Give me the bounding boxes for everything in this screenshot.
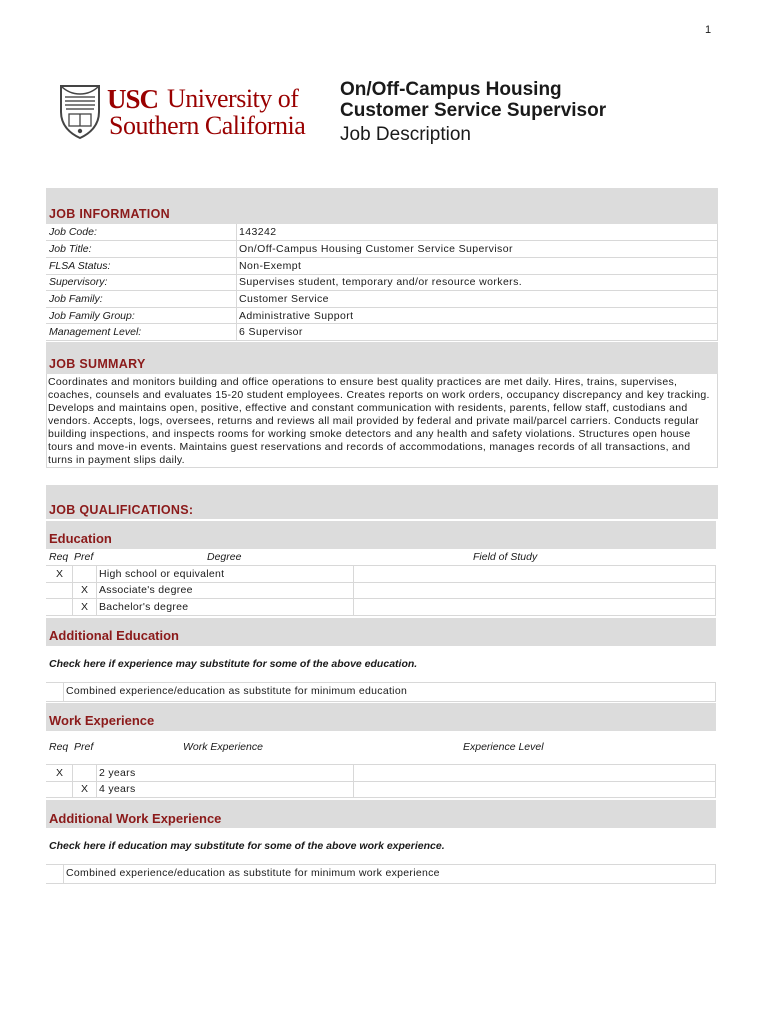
- work-row2-experience: 4 years: [99, 783, 136, 795]
- logo-usc-text: USC: [107, 84, 159, 114]
- education-substitute-option: Combined experience/education as substitute for minimum education: [66, 685, 408, 697]
- job-family-group-label: Job Family Group:: [49, 310, 135, 322]
- education-heading: Education: [49, 531, 112, 546]
- supervisory-value: Supervises student, temporary and/or resource workers.: [239, 276, 523, 288]
- flsa-status-label: FLSA Status:: [49, 260, 111, 272]
- work-req-header: Req: [49, 741, 69, 753]
- work-pref-header: Pref: [74, 741, 94, 753]
- education-row2-degree: Associate's degree: [99, 584, 193, 596]
- logo-university-text: University of: [167, 84, 299, 113]
- education-row3-degree: Bachelor's degree: [99, 601, 189, 613]
- job-family-group-value: Administrative Support: [239, 310, 354, 322]
- work-experience-header: Work Experience: [183, 741, 263, 753]
- job-summary-bar: [46, 342, 718, 374]
- education-row1-degree: High school or equivalent: [99, 568, 225, 580]
- education-req-header: Req: [49, 551, 69, 563]
- education-row3-pref: X: [81, 601, 89, 613]
- logo-southern-california-text: Southern California: [109, 111, 306, 140]
- work-row1-experience: 2 years: [99, 767, 136, 779]
- work-substitute-option: Combined experience/education as substitute for minimum work experience: [66, 867, 440, 879]
- education-row1-req: X: [56, 568, 64, 580]
- education-pref-header: Pref: [74, 551, 94, 563]
- supervisory-label: Supervisory:: [49, 276, 108, 288]
- usc-logo: [57, 82, 327, 140]
- usc-seal-icon: [57, 82, 103, 140]
- management-level-label: Management Level:: [49, 326, 142, 338]
- job-title-line2: Customer Service Supervisor: [340, 100, 607, 121]
- work-substitute-checkbox[interactable]: [46, 865, 63, 883]
- work-experience-heading: Work Experience: [49, 713, 155, 728]
- management-level-value: 6 Supervisor: [239, 326, 303, 338]
- job-family-value: Customer Service: [239, 293, 329, 305]
- education-row2-pref: X: [81, 584, 89, 596]
- flsa-status-value: Non-Exempt: [239, 260, 302, 272]
- job-description-subtitle: Job Description: [340, 124, 471, 145]
- education-substitute-check-text: Check here if experience may substitute for some of the above education.: [49, 658, 418, 670]
- job-title-label: Job Title:: [49, 243, 92, 255]
- job-code-value: 143242: [239, 226, 277, 238]
- page-number: 1: [705, 24, 712, 36]
- work-row2-pref: X: [81, 783, 89, 795]
- job-title-value: On/Off-Campus Housing Customer Service Supervisor: [239, 243, 513, 255]
- work-row1-req: X: [56, 767, 64, 779]
- additional-work-experience-heading: Additional Work Experience: [49, 811, 222, 826]
- education-degree-header: Degree: [207, 551, 242, 563]
- education-bar: [46, 521, 716, 549]
- job-summary-heading: JOB SUMMARY: [49, 357, 146, 371]
- job-summary-text: Coordinates and monitors building and office operations to ensure best quality practices are met daily. Hires, trains, supervises, coaches, counsels and evaluates 15-20 student employees. Creates reports on work orders, occupancy discrepancy and key tracking. Develops and maintains open, positive, effective and constant communication with residents, parents, fellow staff, custodians and vendors. Accepts, logs, oversees, returns and reviews all mail provided by federal and private mail/parcel carriers. Conducts regular building inspections, and inspects rooms for working smoke detectors and any health and safety violations. Structures open house tours and move-in events. Maintains guest reservations and records of accommodations, manages records of all transactions, and turns in payment slips daily.: [48, 376, 710, 466]
- job-information-heading: JOB INFORMATION: [49, 207, 170, 221]
- education-field-header: Field of Study: [473, 551, 538, 563]
- education-substitute-checkbox[interactable]: [46, 683, 63, 701]
- job-title-line1: On/Off-Campus Housing: [340, 79, 562, 100]
- job-code-label: Job Code:: [49, 226, 97, 238]
- work-substitute-check-text: Check here if education may substitute for some of the above work experience.: [49, 840, 445, 852]
- job-family-label: Job Family:: [49, 293, 103, 305]
- experience-level-header: Experience Level: [463, 741, 544, 753]
- additional-education-heading: Additional Education: [49, 628, 179, 643]
- job-qualifications-heading: JOB QUALIFICATIONS:: [49, 503, 194, 517]
